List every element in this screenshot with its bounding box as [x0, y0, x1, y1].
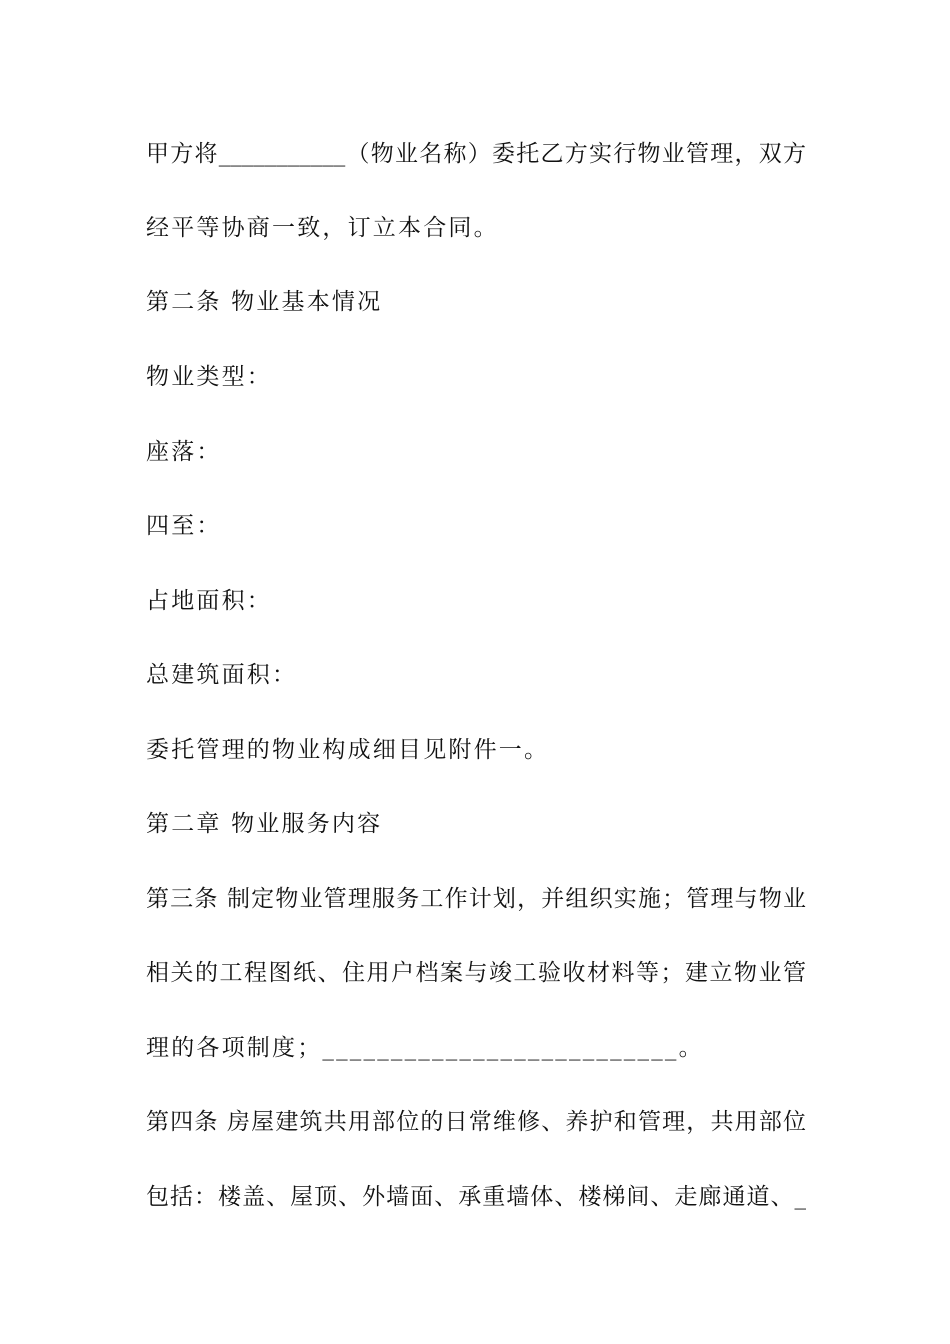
field-boundaries: 四至：	[146, 513, 222, 539]
field-total-floor-area: 总建筑面积：	[146, 662, 298, 688]
paragraph-line-9: 委托管理的物业构成细目见附件一。	[146, 737, 550, 763]
article-3-line-1: 第三条 制定物业管理服务工作计划，并组织实施；管理与物业	[146, 886, 806, 912]
article-3-line-2: 相关的工程图纸、住用户档案与竣工验收材料等；建立物业管	[146, 960, 806, 986]
article-4-line-1: 第四条 房屋建筑共用部位的日常维修、养护和管理，共用部位	[146, 1109, 806, 1135]
article-4-line-2: 包括：楼盖、屋顶、外墙面、承重墙体、楼梯间、走廊通道、_	[146, 1184, 806, 1210]
field-property-type: 物业类型：	[146, 364, 272, 390]
field-land-area: 占地面积：	[146, 588, 272, 614]
field-location: 座落：	[146, 439, 222, 465]
article-2-heading: 第二条 物业基本情况	[146, 289, 383, 315]
chapter-2-heading: 第二章 物业服务内容	[146, 811, 383, 837]
paragraph-line-2: 经平等协商一致，订立本合同。	[146, 215, 499, 241]
paragraph-line-1: 甲方将___________（物业名称）委托乙方实行物业管理，双方	[146, 141, 806, 167]
article-3-line-3: 理的各项制度；__________________________。	[146, 1035, 704, 1061]
